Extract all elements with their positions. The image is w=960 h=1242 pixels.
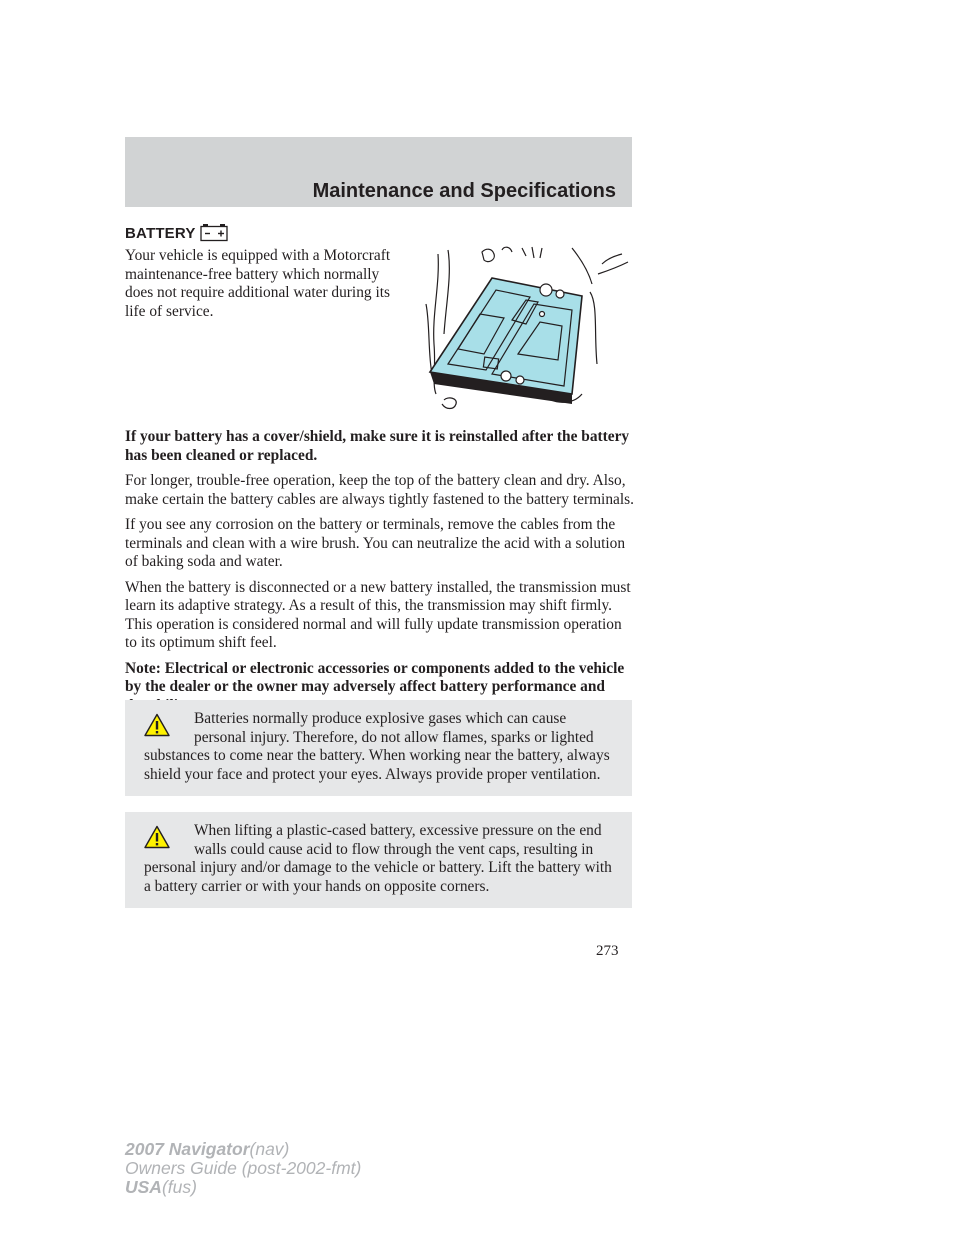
footer	[125, 1140, 361, 1197]
intro-text: Your vehicle is equipped with a Motorcraft maintenance-free battery which normally does not require additional water during its life of service.	[125, 247, 391, 320]
footer-market-code: (fus)	[161, 1177, 197, 1197]
paragraph-operation: For longer, trouble-free operation, keep the top of the battery clean and dry. Also, make certain the battery cables are always tightly fastened to the battery terminals.	[125, 471, 634, 508]
footer-line-1	[125, 1140, 361, 1159]
footer-model-code: (nav)	[249, 1139, 290, 1159]
section-heading	[125, 224, 228, 242]
battery-icon	[200, 224, 228, 242]
footer-line-2: Owners Guide (post-2002-fmt)	[125, 1158, 362, 1178]
footer-market: USA	[125, 1177, 162, 1197]
warning-icon	[144, 713, 170, 737]
warning-text-gases: Batteries normally produce explosive gases which can cause personal injury. Therefore, do not allow flames, sparks or lighted substances to come near the battery. When working near the battery, always shield your face and protect your eyes. Always provide proper ventilation.	[144, 710, 610, 783]
body-text	[125, 428, 635, 722]
header-band	[125, 137, 632, 207]
paragraph-corrosion: If you see any corrosion on the battery or terminals, remove the cables from the terminals and clean with a wire brush. You can neutralize the acid with a solution of baking soda and water.	[125, 515, 626, 571]
paragraph-cover-shield: If your battery has a cover/shield, make sure it is reinstalled after the battery has been cleaned or replaced.	[125, 428, 630, 464]
warning-box-lifting	[125, 812, 632, 908]
battery-illustration	[422, 244, 632, 414]
warning-icon	[144, 825, 170, 849]
page-number: 273	[596, 943, 619, 959]
section-heading-text: BATTERY	[125, 224, 196, 242]
footer-model: 2007 Navigator	[125, 1139, 250, 1159]
paragraph-transmission: When the battery is disconnected or a new battery installed, the transmission must learn its adaptive strategy. As a result of this, the transmission may shift firmly. This operation is considered normal and will fully update transmission operation to its optimum shift feel.	[125, 578, 631, 652]
page-header-title: Maintenance and Specifications	[312, 180, 616, 202]
warning-text-lifting: When lifting a plastic-cased battery, excessive pressure on the end walls could cause acid to flow through the vent caps, resulting in personal injury and/or damage to the vehicle or battery. Lift the battery with a battery carrier or with your hands on opposite corners.	[144, 822, 612, 895]
paragraph-note: Note: Electrical or electronic accessories or components added to the vehicle by the dealer or the owner may adversely affect battery performance and	[125, 659, 625, 696]
warning-box-gases	[125, 700, 632, 796]
footer-line-3	[125, 1178, 361, 1197]
